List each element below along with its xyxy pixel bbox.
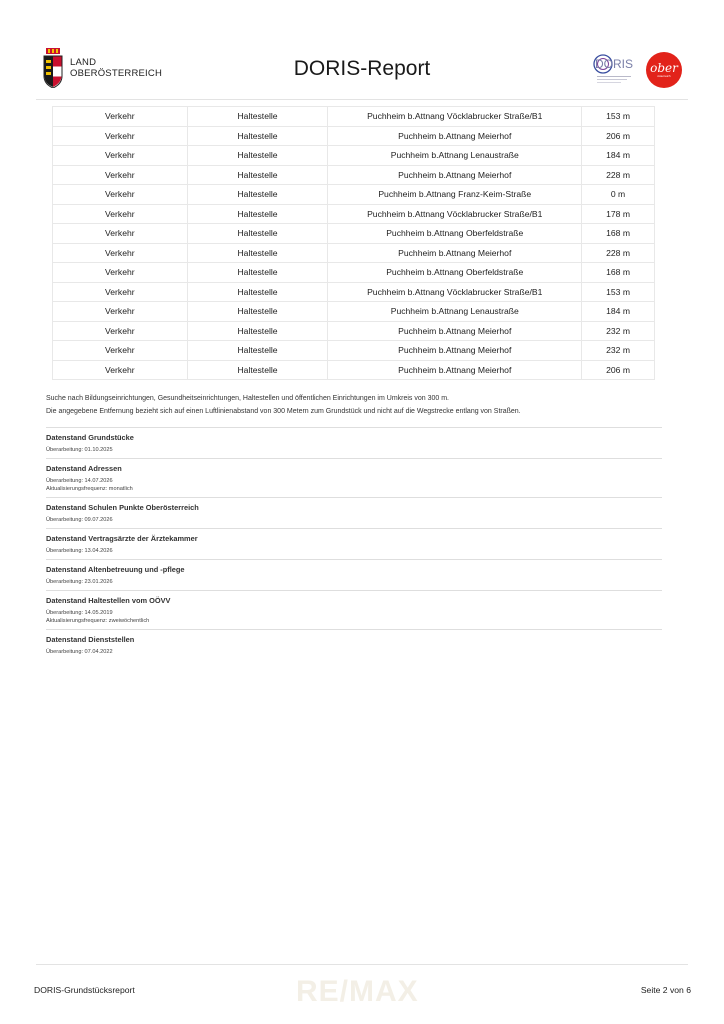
type-cell: Haltestelle (187, 321, 328, 341)
datenstand-item (46, 497, 662, 528)
datenstand-title: Datenstand Schulen Punkte Oberösterreich (46, 503, 199, 512)
distance-cell: 153 m (582, 107, 655, 127)
type-cell: Haltestelle (187, 107, 328, 127)
datenstand-detail: Aktualisierungsfrequenz: monatlich (46, 486, 133, 492)
type-cell: Haltestelle (187, 146, 328, 166)
type-cell: Haltestelle (187, 302, 328, 322)
table-row (53, 126, 655, 146)
type-cell: Haltestelle (187, 282, 328, 302)
footer-report-name: DORIS-Grundstücksreport (34, 985, 135, 995)
table-row (53, 243, 655, 263)
datenstand-item (46, 590, 662, 629)
type-cell: Haltestelle (187, 263, 328, 283)
page-title: DORIS-Report (293, 57, 431, 80)
poi-table (52, 106, 655, 380)
distance-cell: 178 m (582, 204, 655, 224)
category-cell: Verkehr (53, 146, 188, 166)
distance-note: Die angegebene Entfernung bezieht sich auf einen Luftlinienabstand von 300 Metern zum Grundstück und nicht auf die Wegstrecke entlang von Straßen. (46, 408, 521, 415)
type-cell: Haltestelle (187, 185, 328, 205)
distance-cell: 206 m (582, 360, 655, 380)
category-cell: Verkehr (53, 204, 188, 224)
table-row (53, 146, 655, 166)
datenstand-detail: Überarbeitung: 14.07.2026 (46, 478, 113, 484)
category-cell: Verkehr (53, 360, 188, 380)
report-header (0, 0, 724, 100)
poi-table-body (53, 107, 655, 380)
distance-cell: 0 m (582, 185, 655, 205)
table-row (53, 321, 655, 341)
category-cell: Verkehr (53, 165, 188, 185)
table-row (53, 263, 655, 283)
distance-cell: 153 m (582, 282, 655, 302)
ober-oesterreich-logo (646, 52, 682, 88)
distance-cell: 168 m (582, 263, 655, 283)
category-cell: Verkehr (53, 243, 188, 263)
datenstand-item (46, 458, 662, 497)
category-cell: Verkehr (53, 341, 188, 361)
ober-logo-subtext: österreich (657, 74, 671, 78)
land-logo-line1: LAND (70, 57, 97, 68)
name-cell: Puchheim b.Attnang Franz-Keim-Straße (328, 185, 582, 205)
datenstand-detail: Überarbeitung: 14.05.2019 (46, 610, 113, 616)
table-row (53, 360, 655, 380)
category-cell: Verkehr (53, 107, 188, 127)
category-cell: Verkehr (53, 126, 188, 146)
name-cell: Puchheim b.Attnang Vöcklabrucker Straße/B1 (328, 204, 582, 224)
datenstand-detail: Überarbeitung: 13.04.2026 (46, 548, 113, 554)
datenstand-detail: Überarbeitung: 09.07.2026 (46, 517, 113, 523)
name-cell: Puchheim b.Attnang Lenaustraße (328, 302, 582, 322)
category-cell: Verkehr (53, 185, 188, 205)
footer-page-number: Seite 2 von 6 (640, 985, 691, 995)
type-cell: Haltestelle (187, 126, 328, 146)
distance-cell: 228 m (582, 165, 655, 185)
name-cell: Puchheim b.Attnang Meierhof (328, 321, 582, 341)
table-row (53, 204, 655, 224)
datenstand-detail: Überarbeitung: 01.10.2025 (46, 447, 113, 453)
table-row (53, 165, 655, 185)
distance-cell: 184 m (582, 302, 655, 322)
distance-cell: 232 m (582, 321, 655, 341)
datenstand-detail: Aktualisierungsfrequenz: zweiwöchentlich (46, 618, 150, 624)
datenstand-title: Datenstand Grundstücke (46, 433, 134, 442)
category-cell: Verkehr (53, 263, 188, 283)
name-cell: Puchheim b.Attnang Oberfeldstraße (328, 263, 582, 283)
distance-cell: 184 m (582, 146, 655, 166)
remax-watermark: RE/MAX (296, 975, 419, 1008)
name-cell: Puchheim b.Attnang Vöcklabrucker Straße/B1 (328, 107, 582, 127)
distance-cell: 168 m (582, 224, 655, 244)
distance-cell: 232 m (582, 341, 655, 361)
name-cell: Puchheim b.Attnang Meierhof (328, 243, 582, 263)
table-row (53, 302, 655, 322)
category-cell: Verkehr (53, 321, 188, 341)
table-row (53, 341, 655, 361)
datenstand-title: Datenstand Altenbetreuung und -pflege (46, 565, 185, 574)
datenstand-list (46, 427, 662, 660)
type-cell: Haltestelle (187, 165, 328, 185)
ober-logo-text: ober (650, 61, 678, 75)
name-cell: Puchheim b.Attnang Meierhof (328, 341, 582, 361)
distance-cell: 206 m (582, 126, 655, 146)
search-note: Suche nach Bildungseinrichtungen, Gesundheitseinrichtungen, Haltestellen und öffentlichen Einrichtungen im Umkreis von 300 m. (46, 395, 450, 402)
type-cell: Haltestelle (187, 224, 328, 244)
datenstand-title: Datenstand Vertragsärzte der Ärztekammer (46, 534, 198, 543)
name-cell: Puchheim b.Attnang Meierhof (328, 126, 582, 146)
doris-logo-text: DORIS (595, 57, 634, 71)
distance-cell: 228 m (582, 243, 655, 263)
name-cell: Puchheim b.Attnang Oberfeldstraße (328, 224, 582, 244)
category-cell: Verkehr (53, 302, 188, 322)
type-cell: Haltestelle (187, 204, 328, 224)
datenstand-item (46, 528, 662, 559)
category-cell: Verkehr (53, 282, 188, 302)
name-cell: Puchheim b.Attnang Lenaustraße (328, 146, 582, 166)
type-cell: Haltestelle (187, 360, 328, 380)
table-row (53, 224, 655, 244)
name-cell: Puchheim b.Attnang Meierhof (328, 165, 582, 185)
datenstand-title: Datenstand Adressen (46, 464, 122, 473)
datenstand-item (46, 629, 662, 660)
type-cell: Haltestelle (187, 243, 328, 263)
name-cell: Puchheim b.Attnang Vöcklabrucker Straße/B1 (328, 282, 582, 302)
table-row (53, 282, 655, 302)
name-cell: Puchheim b.Attnang Meierhof (328, 360, 582, 380)
table-row (53, 107, 655, 127)
datenstand-item (46, 559, 662, 590)
table-row (53, 185, 655, 205)
land-logo-line2: OBERÖSTERREICH (70, 68, 163, 79)
category-cell: Verkehr (53, 224, 188, 244)
datenstand-title: Datenstand Haltestellen vom OÖVV (46, 596, 171, 605)
footer-divider (36, 964, 688, 965)
header-divider (36, 99, 688, 100)
datenstand-detail: Überarbeitung: 07.04.2022 (46, 649, 113, 655)
datenstand-detail: Überarbeitung: 23.01.2026 (46, 579, 113, 585)
doris-logo (590, 52, 638, 86)
datenstand-item (46, 427, 662, 458)
type-cell: Haltestelle (187, 341, 328, 361)
datenstand-title: Datenstand Dienststellen (46, 635, 135, 644)
